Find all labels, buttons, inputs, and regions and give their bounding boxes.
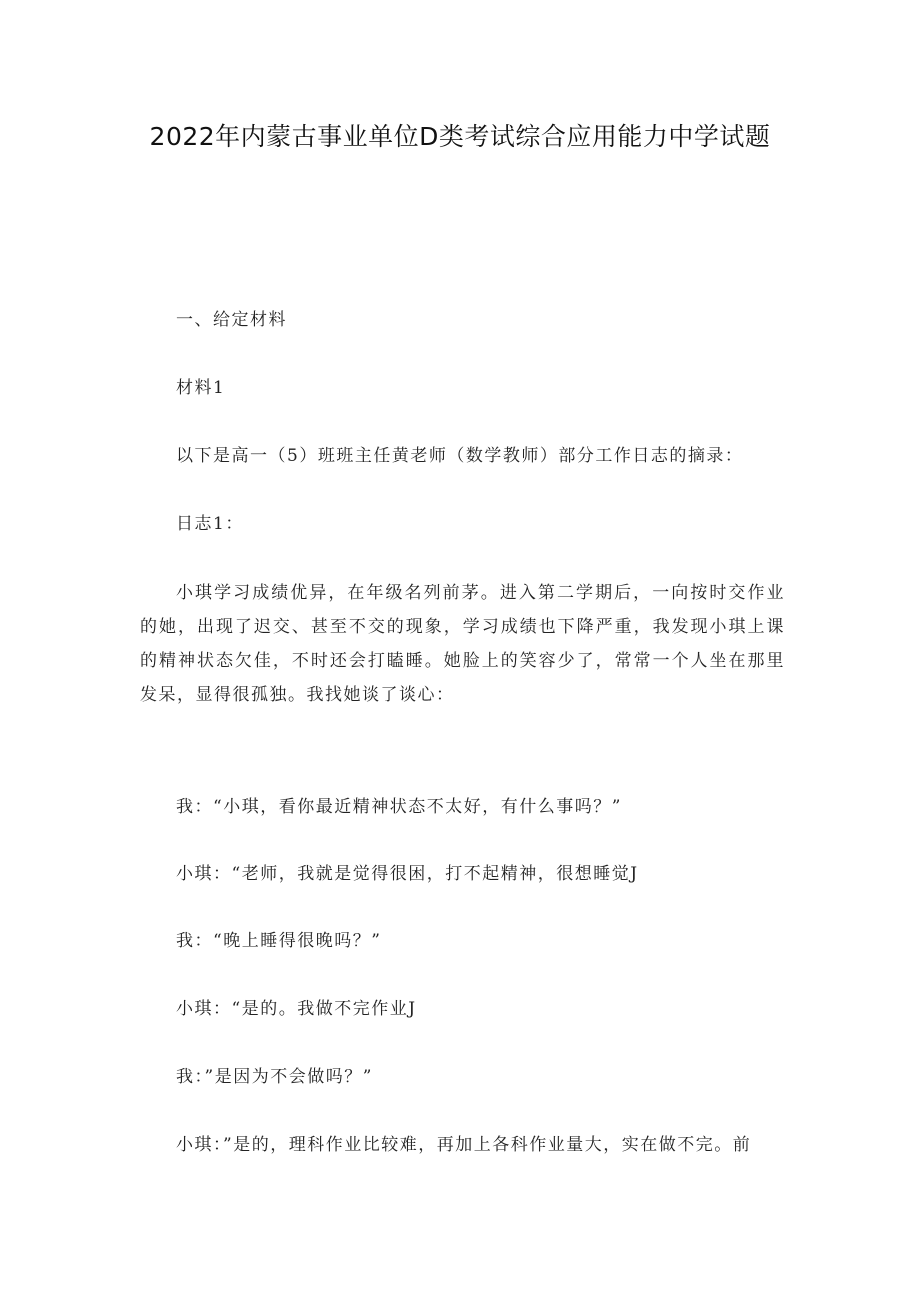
dialogue-line: 我：“晚上睡得很晚吗？” — [176, 931, 382, 951]
body-paragraph: 小琪学习成绩优异，在年级名列前茅。进入第二学期后，一向按时交作业的她，出现了迟交、甚至不交的现象，学习成绩也下降严重，我发现小琪上课的精神状态欠佳，不时还会打瞌睡。她脸上的笑容少了，常常一个人坐在那里发呆，显得很孤独。我找她谈了谈心： — [140, 583, 785, 705]
material-label: 材料1 — [176, 378, 226, 398]
section-heading: 一、给定材料 — [176, 310, 287, 330]
dialogue-line: 我：”是因为不会做吗？” — [176, 1067, 373, 1087]
document-title: 2022年内蒙古事业单位D类考试综合应用能力中学试题 — [149, 122, 771, 151]
dialogue-line: 小琪：“老师，我就是觉得很困，打不起精神，很想睡觉J — [176, 864, 639, 884]
dialogue-line: 小琪：“是的。我做不完作业J — [176, 999, 417, 1019]
dialogue-line: 小琪：”是的，理科作业比较难，再加上各科作业量大，实在做不完。前 — [176, 1135, 752, 1155]
dialogue-line: 我：“小琪，看你最近精神状态不太好，有什么事吗？” — [176, 797, 622, 817]
log-label: 日志1： — [176, 514, 244, 534]
intro-paragraph: 以下是高一（5）班班主任黄老师（数学教师）部分工作日志的摘录： — [176, 446, 744, 466]
